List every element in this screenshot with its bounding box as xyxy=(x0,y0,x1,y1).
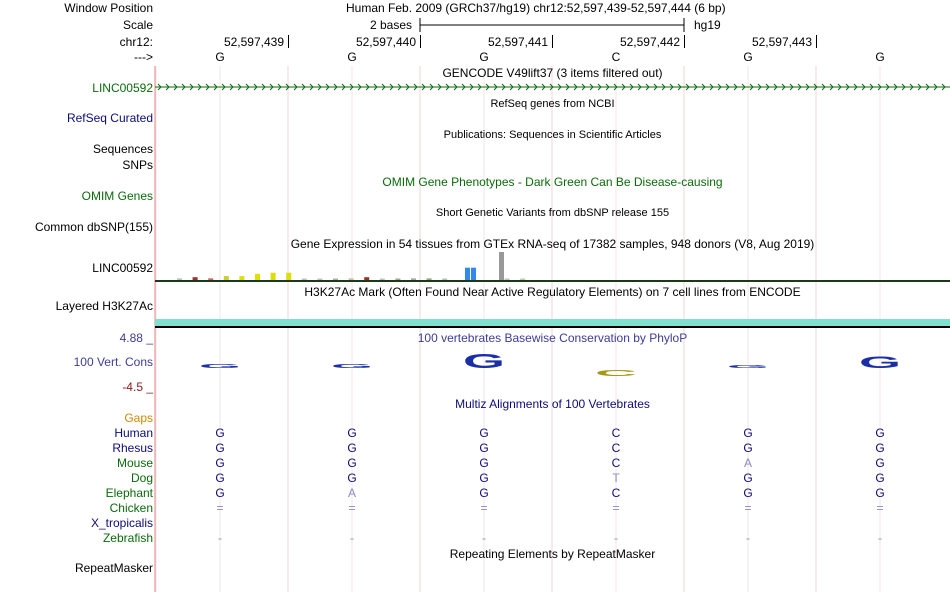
gtex-tissue-bar xyxy=(380,279,385,281)
alignment-base: A xyxy=(743,456,752,470)
alignment-base: G xyxy=(347,441,357,455)
ruler-tick xyxy=(552,35,553,48)
h3k27ac-track-label[interactable]: Layered H3K27Ac xyxy=(55,299,153,313)
alignment-base: G xyxy=(875,471,885,485)
species-label[interactable]: Dog xyxy=(130,471,153,485)
dbsnp-track-label[interactable]: Common dbSNP(155) xyxy=(34,220,153,234)
phylop-base-glyph: G xyxy=(727,364,769,370)
h3k27ac-track-title[interactable]: H3K27Ac Mark (Often Found Near Active Regulatory Elements) on 7 cell lines from ENCODE xyxy=(304,285,801,299)
alignment-base: C xyxy=(611,441,621,455)
ruler-coordinate: 52,597,439 xyxy=(223,35,284,49)
alignment-base: = xyxy=(876,501,884,515)
gtex-tissue-bar xyxy=(177,278,182,280)
gtex-tissue-bar xyxy=(255,274,260,280)
omim-track-title[interactable]: OMIM Gene Phenotypes - Dark Green Can Be Disease-causing xyxy=(382,175,723,189)
gtex-expression-bars[interactable] xyxy=(155,250,950,282)
alignment-base: - xyxy=(614,531,618,545)
alignment-base: G xyxy=(215,441,225,455)
omim-track-label[interactable]: OMIM Genes xyxy=(81,189,153,203)
alignment-base: A xyxy=(347,486,356,500)
alignment-base: G xyxy=(479,441,489,455)
gtex-tissue-bar xyxy=(499,252,504,280)
alignment-base: C xyxy=(611,486,621,500)
gtex-tissue-bar xyxy=(505,279,510,281)
gtex-tissue-bar xyxy=(333,279,338,281)
alignment-base: - xyxy=(218,531,222,545)
phylop-track-label[interactable]: 100 Vert. Cons xyxy=(73,355,153,369)
species-label[interactable]: Chicken xyxy=(109,501,153,515)
phylop-base-glyph: G xyxy=(859,352,901,372)
gtex-tissue-bar xyxy=(302,279,307,281)
alignment-base: G xyxy=(743,471,753,485)
chrom-label[interactable]: chr12: xyxy=(119,35,153,49)
alignment-base: C xyxy=(611,456,621,470)
publications-sequences-label[interactable]: Sequences xyxy=(92,142,153,156)
alignment-base: G xyxy=(743,441,753,455)
gtex-track-label[interactable]: LINC00592 xyxy=(92,261,153,275)
gtex-tissue-bar xyxy=(442,279,447,281)
ruler-coordinate: 52,597,442 xyxy=(619,35,680,49)
gtex-tissue-bar xyxy=(465,268,470,280)
scale-label[interactable]: Scale xyxy=(122,18,153,32)
gtex-tissue-bar xyxy=(239,276,244,280)
gtex-tissue-bar xyxy=(471,268,476,280)
alignment-base: - xyxy=(350,531,354,545)
reference-base: C xyxy=(611,50,621,64)
ruler-tick xyxy=(684,35,685,48)
publications-snps-label[interactable]: SNPs xyxy=(122,158,153,172)
alignment-base: G xyxy=(347,456,357,470)
alignment-base: T xyxy=(612,471,620,485)
alignment-base: - xyxy=(482,531,486,545)
gtex-tissue-bar xyxy=(224,276,229,280)
alignment-base: = xyxy=(612,501,620,515)
species-label[interactable]: Elephant xyxy=(105,486,153,500)
gtex-tissue-bar xyxy=(317,279,322,281)
scale-value: 2 bases xyxy=(370,18,413,32)
gtex-tissue-bar xyxy=(520,279,525,281)
strand-label: ---> xyxy=(134,50,153,64)
alignment-base: G xyxy=(347,471,357,485)
phylop-logo[interactable] xyxy=(155,352,950,382)
window-position-value: Human Feb. 2009 (GRCh37/hg19) chr12:52,597,439-52,597,444 (6 bp) xyxy=(346,1,726,15)
alignment-base: G xyxy=(215,471,225,485)
h3k27ac-signal[interactable] xyxy=(155,319,950,326)
ruler-coordinate: 52,597,440 xyxy=(355,35,416,49)
repeatmasker-track-title[interactable]: Repeating Elements by RepeatMasker xyxy=(449,547,656,561)
publications-track-title[interactable]: Publications: Sequences in Scientific Articles xyxy=(443,129,662,141)
repeatmasker-track-label[interactable]: RepeatMasker xyxy=(74,561,153,575)
window-position-label[interactable]: Window Position xyxy=(64,1,153,15)
alignment-base: - xyxy=(878,531,882,545)
ruler-coordinate: 52,597,443 xyxy=(751,35,812,49)
gencode-gene-feature[interactable] xyxy=(155,80,950,94)
alignment-base: G xyxy=(479,486,489,500)
gtex-tissue-bar xyxy=(364,277,369,280)
multiz-gaps-label[interactable]: Gaps xyxy=(124,411,153,425)
alignment-base: G xyxy=(743,486,753,500)
scale-bar xyxy=(418,16,690,34)
ruler-tick xyxy=(288,35,289,48)
reference-base: G xyxy=(743,50,753,64)
refseq-track-title[interactable]: RefSeq genes from NCBI xyxy=(490,98,615,110)
alignment-base: = xyxy=(348,501,356,515)
alignment-base: = xyxy=(216,501,224,515)
alignment-base: G xyxy=(215,426,225,440)
alignment-base: G xyxy=(743,426,753,440)
ruler-tick xyxy=(816,35,817,48)
alignment-base: - xyxy=(746,531,750,545)
alignment-base: G xyxy=(215,456,225,470)
gtex-tissue-bar xyxy=(208,278,213,280)
alignment-base: G xyxy=(479,456,489,470)
reference-base: G xyxy=(479,50,489,64)
ruler-coordinate: 52,597,441 xyxy=(487,35,548,49)
alignment-base: = xyxy=(480,501,488,515)
alignment-base: G xyxy=(875,486,885,500)
alignment-base: = xyxy=(744,501,752,515)
phylop-base-glyph: G xyxy=(463,352,505,373)
species-label[interactable]: X_tropicalis xyxy=(90,516,153,530)
gtex-tissue-bar xyxy=(411,278,416,280)
gtex-tissue-bar xyxy=(349,278,354,280)
gtex-track-title[interactable]: Gene Expression in 54 tissues from GTEx RNA-seq of 17382 samples, 948 donors (V8, Aug 2019) xyxy=(290,237,815,251)
gtex-tissue-bar xyxy=(427,278,432,280)
gencode-track-title[interactable]: GENCODE V49lift37 (3 items filtered out) xyxy=(442,66,663,80)
alignment-base: G xyxy=(479,426,489,440)
species-label[interactable]: Human xyxy=(114,426,153,440)
reference-base: G xyxy=(347,50,357,64)
alignment-base: G xyxy=(347,426,357,440)
alignment-base: G xyxy=(875,456,885,470)
species-label[interactable]: Rhesus xyxy=(112,441,153,455)
gtex-tissue-bar xyxy=(395,279,400,281)
gencode-gene-label[interactable]: LINC00592 xyxy=(92,81,153,95)
phylop-base-glyph: G xyxy=(331,363,373,370)
multiz-track-title[interactable]: Multiz Alignments of 100 Vertebrates xyxy=(455,397,650,411)
alignment-base: G xyxy=(479,471,489,485)
scale-assembly: hg19 xyxy=(694,18,721,32)
alignment-base: G xyxy=(875,426,885,440)
h3k27ac-baseline xyxy=(155,326,950,328)
phylop-base-glyph: C xyxy=(595,369,637,379)
species-label[interactable]: Zebrafish xyxy=(102,531,153,545)
reference-base: G xyxy=(215,50,225,64)
species-label[interactable]: Mouse xyxy=(116,456,153,470)
alignment-base: C xyxy=(611,426,621,440)
phylop-base-glyph: G xyxy=(199,363,241,370)
phylop-track-title[interactable]: 100 vertebrates Basewise Conservation by PhyloP xyxy=(417,331,688,345)
reference-base: G xyxy=(875,50,885,64)
alignment-base: G xyxy=(875,441,885,455)
refseq-track-label[interactable]: RefSeq Curated xyxy=(66,111,153,125)
dbsnp-track-title[interactable]: Short Genetic Variants from dbSNP release 155 xyxy=(435,207,670,219)
phylop-max-label: 4.88 _ xyxy=(119,331,153,345)
ruler-tick xyxy=(420,35,421,48)
gtex-tissue-bar xyxy=(193,277,198,280)
gtex-tissue-bar xyxy=(286,273,291,280)
phylop-min-label: -4.5 _ xyxy=(122,380,153,394)
alignment-base: G xyxy=(215,486,225,500)
gtex-tissue-bar xyxy=(271,273,276,280)
